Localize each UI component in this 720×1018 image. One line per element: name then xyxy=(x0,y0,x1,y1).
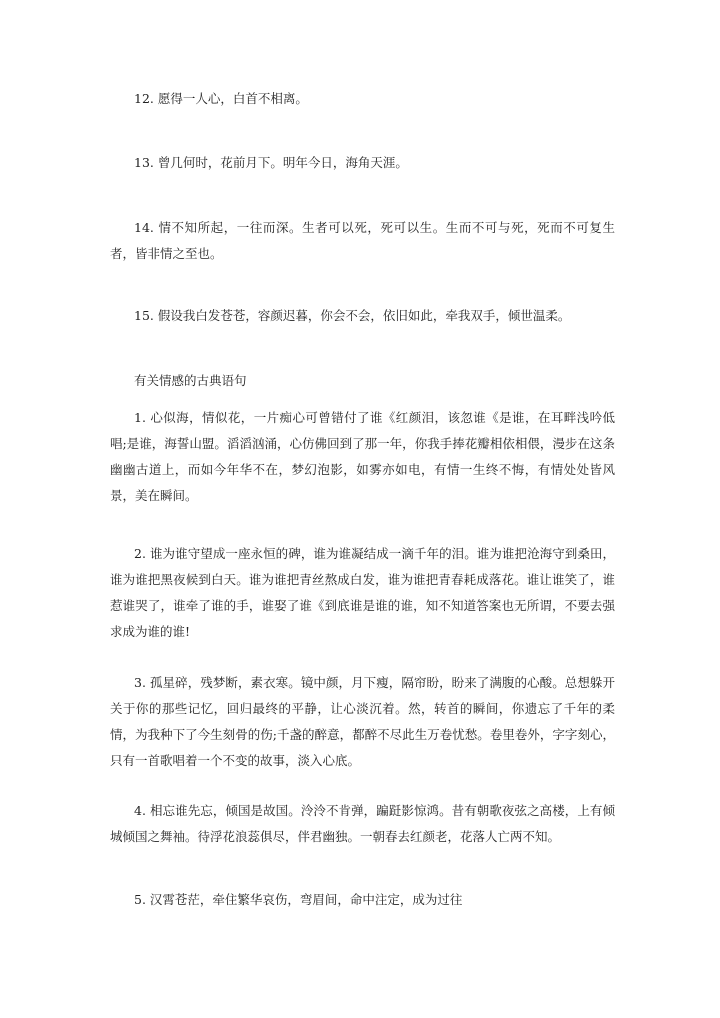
quote-15 xyxy=(110,303,615,329)
quote-text: 假设我白发苍苍，容颜迟暮，你会不会，依旧如此，牵我双手，倾世温柔。 xyxy=(157,308,571,323)
quote-text: 孤星碎，残梦断，素衣寒。镜中颜，月下瘦，隔帘盼，盼来了满腹的心酸。总想躲开关于你的那些记忆，回归最终的平静，让心淡沉着。然，转首的瞬间，你遗忘了千年的柔情，为我种下了今生刻骨的伤;千盏的醉意，都醉不尽此生万卷忧愁。卷里卷外，字字刻心，只有一首歌唱着一个不变的故事，淡入心底。 xyxy=(110,675,615,768)
quote-text: 相忘谁先忘，倾国是故国。泠泠不肯弹，蹁跹影惊鸿。昔有朝歌夜弦之高楼，上有倾城倾国之舞袖。待浮花浪蕊俱尽，伴君幽独。一朝春去红颜老，花落人亡两不知。 xyxy=(110,803,615,844)
quote-number: 3. xyxy=(134,675,146,690)
quote-13 xyxy=(110,150,615,176)
classic-quote-4 xyxy=(110,798,615,850)
classic-quote-3 xyxy=(110,670,615,774)
quote-text: 愿得一人心，白首不相离。 xyxy=(157,91,308,106)
quote-number: 4. xyxy=(134,803,146,818)
classic-quote-2 xyxy=(110,541,615,645)
quote-text: 曾几何时，花前月下。明年今日，海角天涯。 xyxy=(157,155,408,170)
classic-quote-1 xyxy=(110,405,615,509)
quote-number: 2. xyxy=(134,546,146,561)
quote-text: 心似海，情似花，一片痴心可曾错付了谁《红颜泪，该忽谁《是谁，在耳畔浅吟低唱;是谁，海誓山盟。滔滔汹涌，心仿佛回到了那一年，你我手捧花瓣相依相偎，漫步在这条幽幽古道上，而如今年华不在，梦幻泡影，如雾亦如电，有情一生终不悔，有情处处皆风景，美在瞬间。 xyxy=(110,410,615,503)
classic-quote-5 xyxy=(110,887,615,913)
quote-number: 14. xyxy=(134,220,154,235)
quote-text: 谁为谁守望成一座永恒的碑，谁为谁凝结成一滴千年的泪。谁为谁把沧海守到桑田，谁为谁把黑夜候到白天。谁为谁把青丝熬成白发，谁为谁把青春耗成落花。谁让谁笑了，谁惹谁哭了，谁牵了谁的手，谁娶了谁《到底谁是谁的谁，知不知道答案也无所谓，不要去强求成为谁的谁! xyxy=(110,546,615,639)
quote-number: 1. xyxy=(134,410,146,425)
quote-number: 5. xyxy=(134,892,146,907)
quote-12 xyxy=(110,86,615,112)
quote-text: 汉霄苍茫，牵住繁华哀伤，弯眉间，命中注定，成为过往 xyxy=(149,892,463,907)
section-heading: 有关情感的古典语句 xyxy=(134,373,247,388)
quote-text: 情不知所起，一往而深。生者可以死，死可以生。生而不可与死，死而不可复生者，皆非情之至也。 xyxy=(110,220,615,261)
quote-number: 13. xyxy=(134,155,154,170)
quote-number: 15. xyxy=(134,308,154,323)
quote-14 xyxy=(110,215,615,267)
quote-number: 12. xyxy=(134,91,154,106)
